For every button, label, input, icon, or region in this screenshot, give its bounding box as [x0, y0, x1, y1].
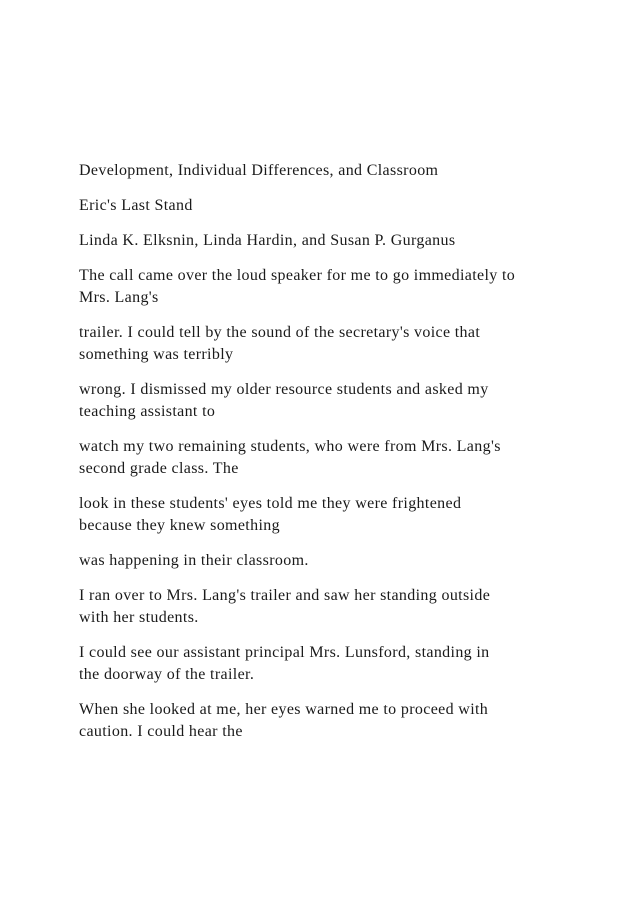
- paragraph: look in these students' eyes told me they were frightened because they knew something: [79, 495, 462, 534]
- paragraph: The call came over the loud speaker for me to go immediately to Mrs. Lang's: [79, 267, 516, 306]
- story-title: Eric's Last Stand: [79, 197, 193, 214]
- paragraph: I could see our assistant principal Mrs. Lunsford, standing in the doorway of the trailer.: [79, 644, 490, 683]
- paragraph: was happening in their classroom.: [79, 552, 309, 569]
- paragraph: wrong. I dismissed my older resource students and asked my teaching assistant to: [79, 381, 489, 420]
- paragraph: watch my two remaining students, who were from Mrs. Lang's second grade class. The: [79, 438, 501, 477]
- paragraph: trailer. I could tell by the sound of the secretary's voice that something was terribly: [79, 324, 481, 363]
- document-heading: Development, Individual Differences, and Classroom: [79, 162, 439, 179]
- document-body: [79, 160, 579, 756]
- paragraph: When she looked at me, her eyes warned me to proceed with caution. I could hear the: [79, 701, 489, 740]
- authors-line: Linda K. Elksnin, Linda Hardin, and Susan P. Gurganus: [79, 232, 456, 249]
- paragraph: I ran over to Mrs. Lang's trailer and saw her standing outside with her students.: [79, 587, 491, 626]
